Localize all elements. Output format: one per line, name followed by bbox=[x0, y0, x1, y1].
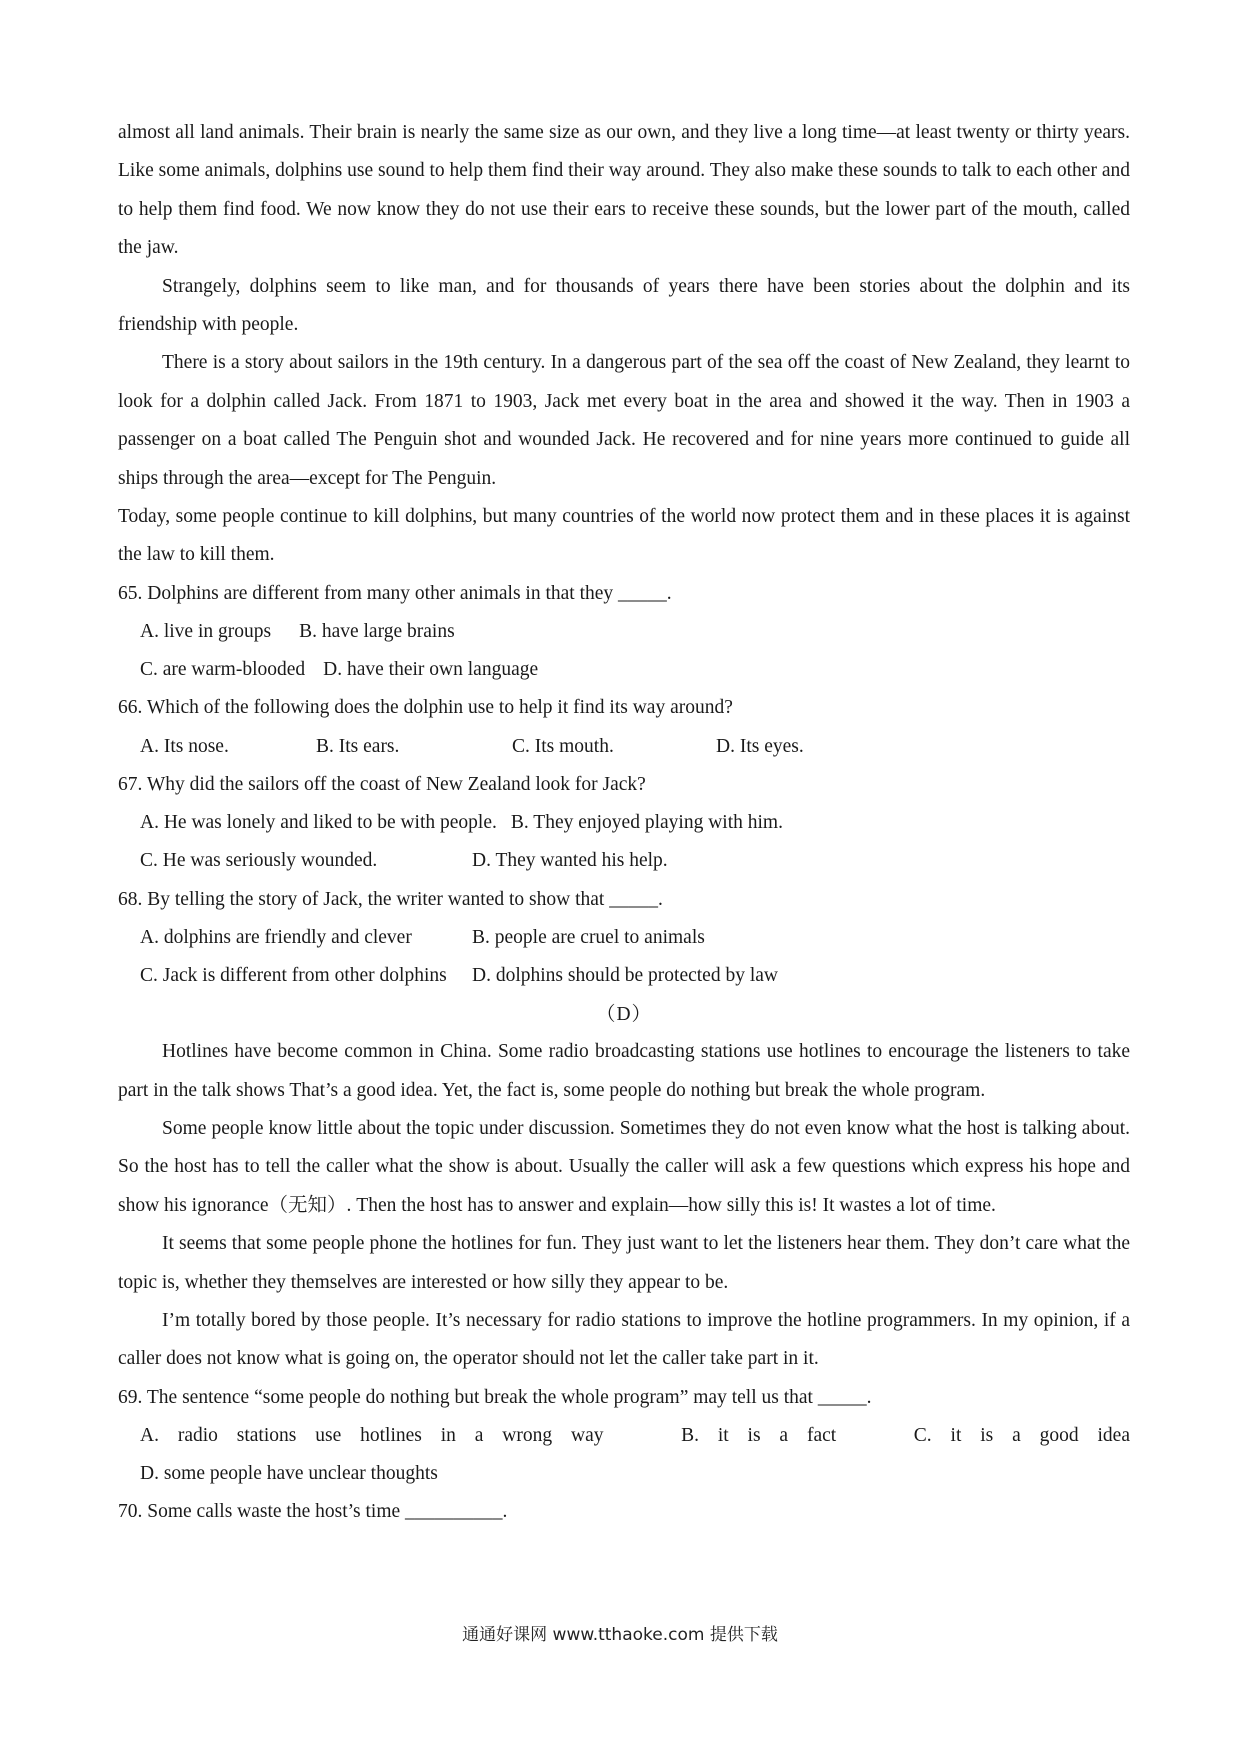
passage-c-paragraph-1: almost all land animals. Their brain is nearly the same size as our own, and they live a long time—at least twenty or thirty years. Like some animals, dolphins use sound to help them find their way around. They also make these sounds to talk to each other and to help them find food. We now know they do not use their ears to receive these sounds, but the lower part of the mouth, called the jaw. bbox=[118, 122, 1130, 259]
question-65-stem: 65. Dolphins are different from many other animals in that they _____. bbox=[118, 582, 672, 604]
question-65-options-row-1 bbox=[140, 613, 1130, 651]
question-65-options-row-2 bbox=[140, 651, 1130, 689]
question-67-option-a: A. He was lonely and liked to be with people. bbox=[140, 812, 497, 834]
question-68-options-row-2 bbox=[140, 957, 1130, 995]
question-67-option-c: C. He was seriously wounded. bbox=[140, 850, 378, 872]
question-69-option-d: D. some people have unclear thoughts bbox=[140, 1463, 438, 1485]
question-66-options bbox=[118, 728, 1130, 766]
question-67-options-row-1 bbox=[140, 804, 1130, 842]
question-67-stem: 67. Why did the sailors off the coast of New Zealand look for Jack? bbox=[118, 773, 646, 795]
question-70-stem: 70. Some calls waste the host’s time __________. bbox=[118, 1501, 508, 1523]
question-67-option-b: B. They enjoyed playing with him. bbox=[510, 812, 783, 834]
passage-c-paragraph-2: Strangely, dolphins seem to like man, and for thousands of years there have been stories about the dolphin and its friendship with people. bbox=[118, 275, 1130, 336]
question-68-option-a: A. dolphins are friendly and clever bbox=[140, 926, 412, 948]
question-65 bbox=[118, 575, 1130, 690]
question-68-option-c: C. Jack is different from other dolphins bbox=[140, 964, 447, 986]
question-66 bbox=[118, 689, 1130, 765]
question-66-option-a: A. Its nose. bbox=[140, 735, 229, 757]
question-68-option-d: D. dolphins should be protected by law bbox=[472, 964, 778, 986]
question-68-option-b: B. people are cruel to animals bbox=[472, 926, 705, 948]
question-68-options bbox=[118, 919, 1130, 995]
passage-d-paragraph-3: It seems that some people phone the hotlines for fun. They just want to let the listeners hear them. They don’t care what the topic is, whether they themselves are interested or how silly they appear to be. bbox=[118, 1233, 1130, 1293]
question-69-option-a: A. radio stations use hotlines in a wrong way bbox=[140, 1424, 604, 1446]
footer-download-note: 通通好课网 www.tthaoke.com 提供下载 bbox=[462, 1625, 778, 1645]
question-65-option-a: A. live in groups bbox=[140, 621, 272, 643]
section-d-heading: （D） bbox=[595, 1004, 653, 1026]
question-69-options-row-1 bbox=[118, 1417, 1130, 1455]
passage-d bbox=[118, 1033, 1130, 1379]
question-67 bbox=[118, 766, 1130, 881]
passage-d-paragraph-2: Some people know little about the topic under discussion. Sometimes they do not even know what the host is talking about. So the host has to tell the caller what the show is about. Usually the caller will ask a few questions which express his hope and show his ignorance（无知）. Then the host has to answer and explain—how silly this is! It wastes a lot of time. bbox=[118, 1117, 1130, 1216]
question-66-option-d: D. Its eyes. bbox=[716, 735, 804, 757]
question-69-option-b: B. it is a fact bbox=[681, 1424, 837, 1446]
question-68 bbox=[118, 881, 1130, 996]
question-67-options bbox=[118, 804, 1130, 880]
question-66-option-b: B. Its ears. bbox=[316, 735, 400, 757]
question-69 bbox=[118, 1379, 1130, 1494]
question-70 bbox=[118, 1493, 1130, 1531]
question-66-stem: 66. Which of the following does the dolphin use to help it find its way around? bbox=[118, 697, 733, 719]
question-69-option-c: C. it is a good idea bbox=[913, 1424, 1130, 1446]
question-68-stem: 68. By telling the story of Jack, the writer wanted to show that _____. bbox=[118, 888, 663, 910]
question-66-option-c: C. Its mouth. bbox=[512, 735, 614, 757]
question-65-option-c: C. are warm-blooded bbox=[140, 659, 306, 681]
passage-c-paragraph-4: Today, some people continue to kill dolphins, but many countries of the world now protect them and in these places it is against the law to kill them. bbox=[118, 506, 1130, 566]
passage-d-paragraph-1: Hotlines have become common in China. Some radio broadcasting stations use hotlines to encourage the listeners to take part in the talk shows That’s a good idea. Yet, the fact is, some people do nothing but break the whole program. bbox=[118, 1041, 1130, 1101]
passage-d-paragraph-4: I’m totally bored by those people. It’s necessary for radio stations to improve the hotline programmers. In my opinion, if a caller does not know what is going on, the operator should not let the caller take part in it. bbox=[118, 1309, 1130, 1370]
question-69-stem: 69. The sentence “some people do nothing but break the whole program” may tell us that _____. bbox=[118, 1386, 872, 1408]
question-65-option-d: D. have their own language bbox=[323, 659, 539, 681]
question-65-options bbox=[118, 613, 1130, 689]
question-68-options-row-1 bbox=[140, 919, 1130, 957]
question-67-option-d: D. They wanted his help. bbox=[472, 850, 668, 872]
question-67-options-row-2 bbox=[140, 842, 1130, 880]
page-content bbox=[118, 114, 1130, 1532]
question-69-options-row-2 bbox=[118, 1455, 1130, 1493]
question-65-option-b: B. have large brains bbox=[299, 621, 455, 643]
passage-c bbox=[118, 114, 1130, 575]
passage-c-paragraph-3: There is a story about sailors in the 19th century. In a dangerous part of the sea off the coast of New Zealand, they learnt to look for a dolphin called Jack. From 1871 to 1903, Jack met every boat in the area and showed it the way. Then in 1903 a passenger on a boat called The Penguin shot and wounded Jack. He recovered and for nine years more continued to guide all ships through the area—except for The Penguin. bbox=[118, 352, 1130, 489]
